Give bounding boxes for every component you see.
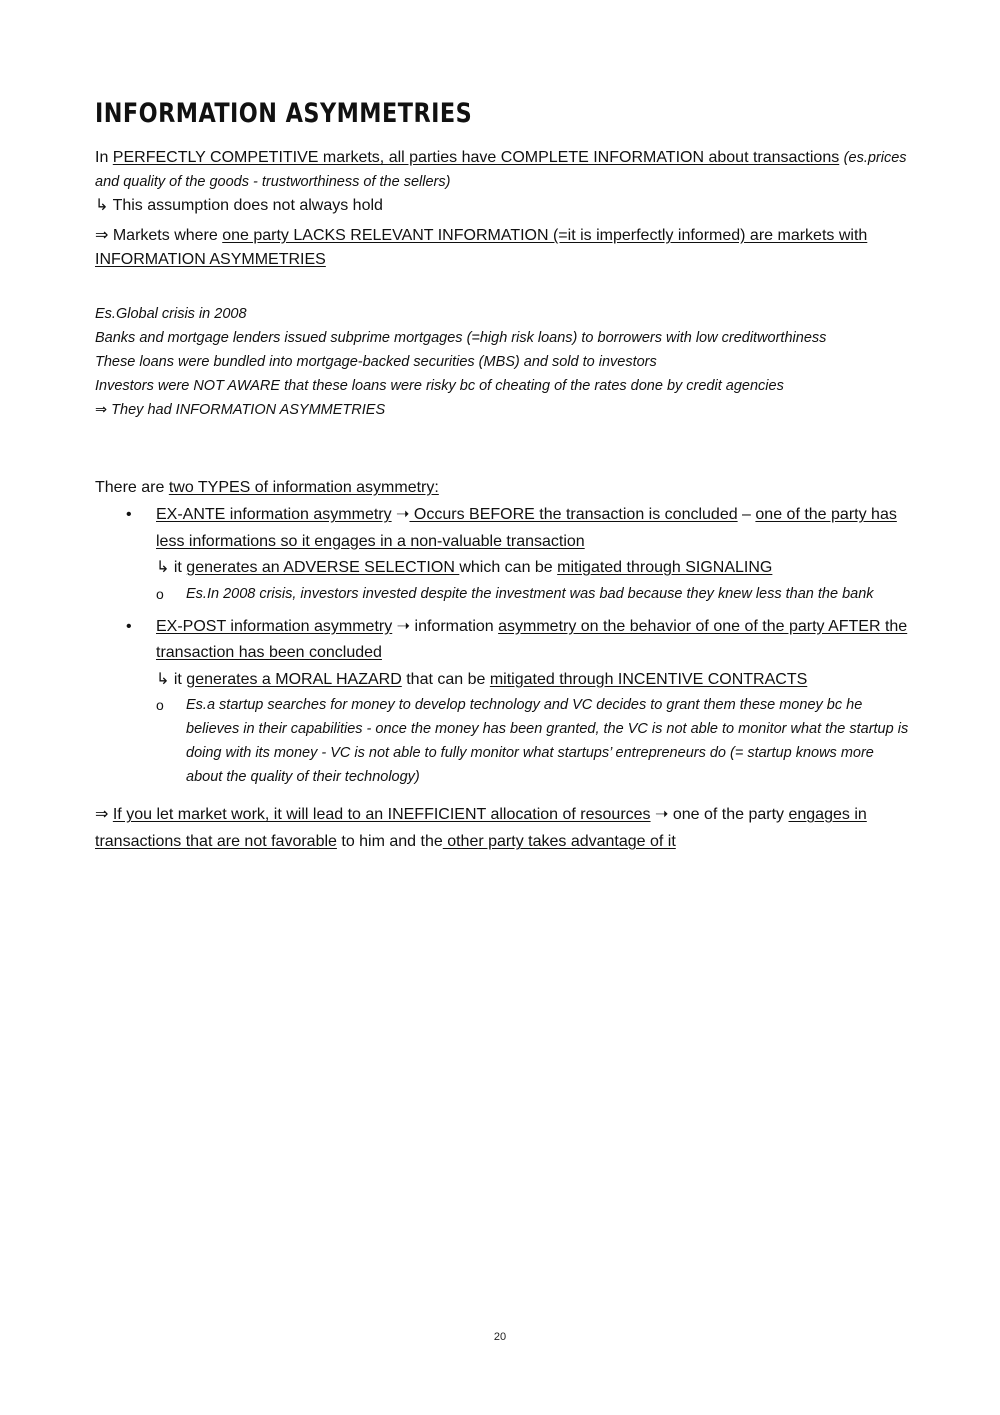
ex-post-moral-hazard: generates a MORAL HAZARD: [186, 670, 402, 688]
intro-example: (es.prices and quality of the goods - trustworthiness of the sellers): [95, 150, 907, 190]
page-title: INFORMATION ASYMMETRIES: [95, 98, 473, 129]
ex-ante-dash: –: [737, 506, 756, 523]
sub-bullet-icon: o: [156, 697, 164, 713]
conclusion-unfavorable: engages in transactions that are not favorable: [95, 806, 867, 850]
ex-ante-example-text: Es.In 2008 crisis, investors invested despite the investment was bad because they knew less than the bank: [186, 585, 874, 602]
ex-post-term: EX-POST information asymmetry: [156, 617, 393, 635]
conclusion-arrow: ⇒: [95, 806, 113, 823]
bullet-icon: •: [126, 506, 132, 523]
ex-post-arrow: ➝ information: [392, 617, 499, 635]
definition-paragraph: [95, 224, 910, 272]
intro-paragraph: [95, 146, 910, 194]
ex-post-example: [156, 693, 910, 789]
example-line: Investors were NOT AWARE that these loans were risky bc of cheating of the rates done by credit agencies: [95, 378, 784, 394]
types-lead-underlined: two TYPES of information asymmetry:: [168, 479, 439, 496]
page-number: 20: [493, 1331, 507, 1343]
ex-ante-arrow: ➝: [391, 506, 410, 523]
conclusion-connector-2: to him and the: [336, 833, 443, 850]
example-line: Banks and mortgage lenders issued subprime mortgages (=high risk loans) to borrowers with low creditworthiness: [95, 330, 827, 346]
ex-post-connector: that can be: [401, 670, 490, 688]
sub-bullet-icon: o: [156, 585, 164, 602]
conclusion-advantage: other party takes advantage of it: [442, 833, 676, 850]
conclusion-connector: ➝ one of the party: [650, 806, 789, 823]
ex-ante-description: one of the party has less informations so it engages in a non-valuable transaction: [156, 506, 897, 550]
example-line: Es.Global crisis in 2008: [95, 306, 247, 322]
ex-post-example-text: Es.a startup searches for money to develop technology and VC decides to grant them these money bc he believes in their capabilities - once the money has been granted, the VC is not able to monitor what the startup is doing with its money - VC is not able to fully monitor what startups’ entrepreneurs do (= startup knows more about the quality of their technology): [186, 697, 909, 785]
types-lead-text: There are: [95, 479, 169, 496]
ex-ante-term: EX-ANTE information asymmetry: [156, 506, 392, 523]
intro-underlined: PERFECTLY COMPETITIVE markets, all parties have COMPLETE INFORMATION about transactions: [112, 149, 840, 166]
ex-ante-adverse-selection: generates an ADVERSE SELECTION: [186, 559, 460, 576]
ex-ante-example: [156, 582, 910, 606]
conclusion-inefficiency: If you let market work, it will lead to an INEFFICIENT allocation of resources: [112, 806, 651, 823]
ex-post-description: asymmetry on the behavior of one of the party AFTER the transaction has been concluded: [156, 617, 908, 661]
assumption-line: ↳ This assumption does not always hold: [95, 197, 383, 214]
types-lead: [95, 476, 910, 500]
types-list: [95, 502, 910, 789]
list-item-ex-ante: [95, 502, 910, 606]
conclusion-paragraph: [95, 801, 910, 855]
ex-ante-connector: which can be: [459, 559, 558, 576]
ex-post-consequence-lead: ↳ it: [156, 670, 187, 688]
example-line: These loans were bundled into mortgage-backed securities (MBS) and sold to investors: [95, 354, 657, 370]
definition-lead: ⇒ Markets where: [95, 227, 223, 244]
ex-ante-mitigation: mitigated through SIGNALING: [557, 559, 773, 576]
definition-underlined: one party LACKS RELEVANT INFORMATION (=it is imperfectly informed) are markets with INFORMATION ASYMMETRIES: [95, 227, 868, 268]
list-item-ex-post: [95, 614, 910, 790]
ex-ante-timing: Occurs BEFORE the transaction is concluded: [409, 506, 738, 523]
intro-text: In: [95, 149, 113, 166]
ex-post-mitigation: mitigated through INCENTIVE CONTRACTS: [489, 670, 808, 688]
document-page: [95, 96, 910, 855]
crisis-example: [95, 302, 910, 422]
example-line: ⇒ They had INFORMATION ASYMMETRIES: [95, 402, 386, 418]
ex-ante-consequence-lead: ↳ it: [156, 559, 187, 576]
bullet-icon: •: [126, 617, 132, 635]
